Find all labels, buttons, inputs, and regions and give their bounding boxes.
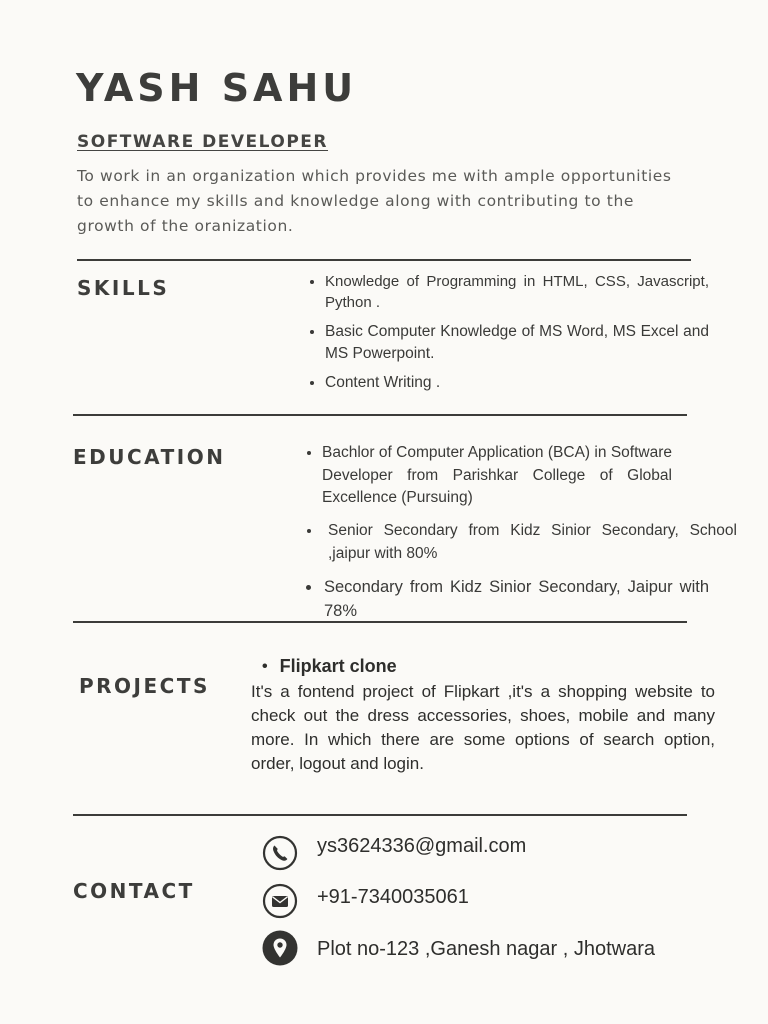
list-item: • Knowledge of Programming in HTML, CSS, Javascript, Python . (325, 271, 709, 313)
skills-heading: SKILLS (77, 276, 170, 300)
contact-phone: +91-7340035061 (317, 886, 469, 908)
divider (73, 414, 687, 416)
projects-heading: PROJECTS (79, 674, 210, 698)
list-item: • Senior Secondary from Kidz Sinior Secondary, School ,jaipur with 80% (322, 519, 737, 565)
envelope-icon (262, 883, 298, 924)
contact-email: ys3624336@gmail.com (317, 835, 527, 857)
list-item: • Content Writing . (325, 372, 709, 394)
skills-list (303, 271, 709, 394)
phone-icon (262, 835, 298, 876)
divider (73, 621, 687, 623)
project-title: • Flipkart clone (262, 656, 397, 677)
contact-heading: CONTACT (73, 879, 195, 903)
list-item: • Secondary from Kidz Sinior Secondary, Jaipur with 78% (322, 575, 709, 623)
project-description: It's a fontend project of Flipkart ,it's a shopping website to check out the dress accessories, shoes, mobile and many more. In which there are some options of search option, order, logout and login. (251, 682, 715, 773)
list-item: • Basic Computer Knowledge of MS Word, MS Excel and MS Powerpoint. (325, 321, 709, 365)
divider (73, 814, 687, 816)
job-title: SOFTWARE DEVELOPER (77, 132, 329, 152)
location-pin-icon (262, 930, 298, 971)
candidate-name: YASH SAHU (76, 66, 358, 110)
education-heading: EDUCATION (73, 445, 226, 469)
education-list (300, 442, 737, 623)
list-item: • Bachlor of Computer Application (BCA) in Software Developer from Parishkar College of Global Excellence (Pursuing) (322, 442, 672, 510)
career-objective: To work in an organization which provides me with ample opportunities to enhance my skills and knowledge along with contributing to the growth of the oranization. (77, 167, 672, 235)
contact-address: Plot no-123 ,Ganesh nagar , Jhotwara (317, 938, 655, 960)
divider (77, 259, 691, 261)
